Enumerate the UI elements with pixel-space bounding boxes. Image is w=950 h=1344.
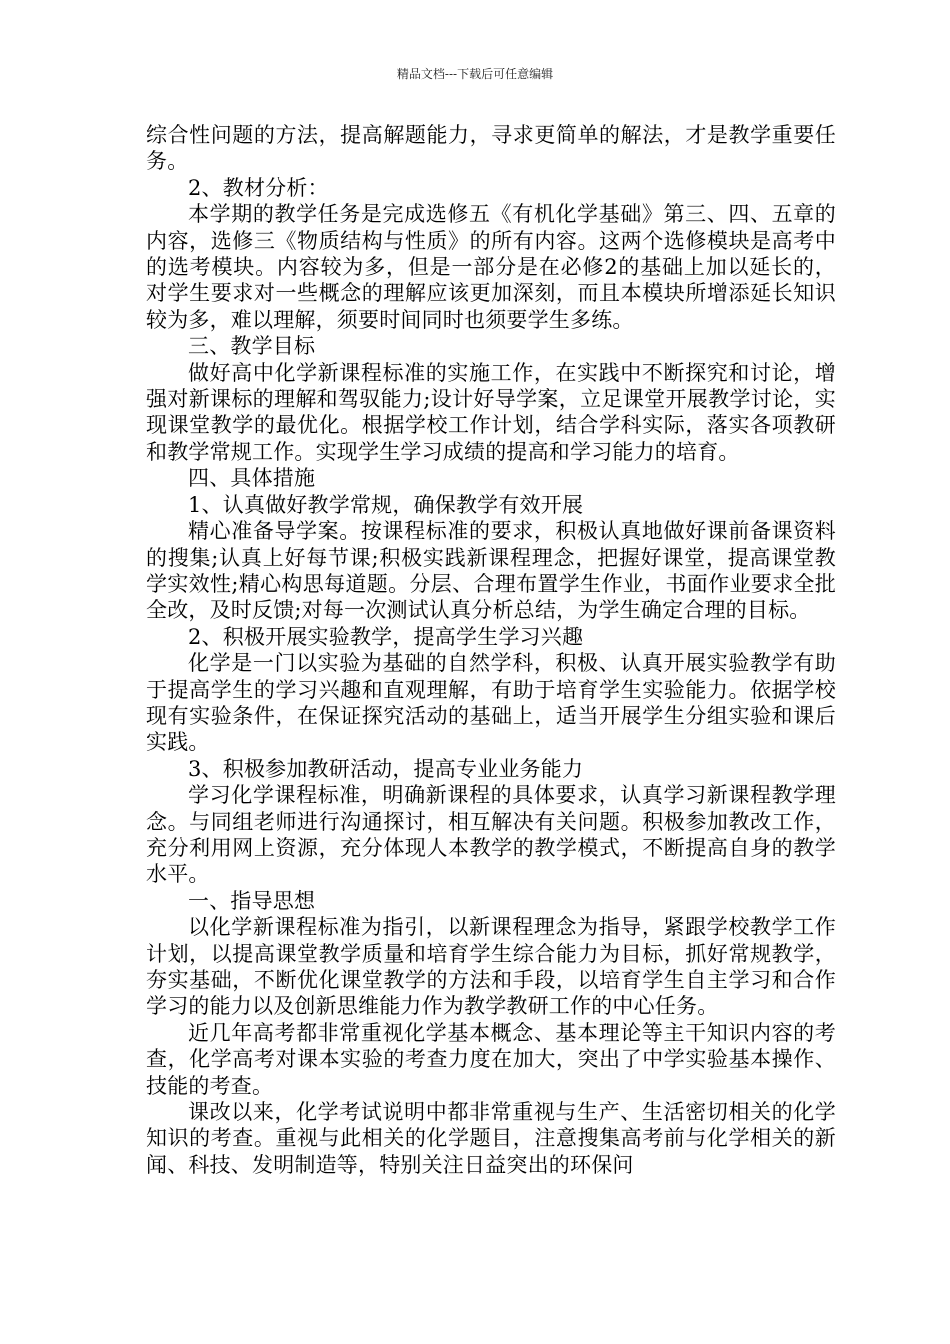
paragraph-research-activities: 学习化学课程标准，明确新课程的具体要求，认真学习新课程教学理念。与同组老师进行沟通探讨，相互解决有关问题。积极参加教改工作，充分利用网上资源，充分体现人本教学的教学模式，不断提高自身的教学水平。 [146, 783, 836, 887]
paragraph-experiment-teaching: 化学是一门以实验为基础的自然学科，积极、认真开展实验教学有助于提高学生的学习兴趣和直观理解，有助于培育学生实验能力。依据学校现有实验条件，在保证探究活动的基础上，适当开展学生分组实验和课后实践。 [146, 651, 836, 755]
document-body [146, 122, 836, 1178]
paragraph-textbook-analysis: 本学期的教学任务是完成选修五《有机化学基础》第三、四、五章的内容，选修三《物质结构与性质》的所有内容。这两个选修模块是高考中的选考模块。内容较为多，但是一部分是在必修2的基础上加以延长的，对学生要求对一些概念的理解应该更加深刻，而且本模块所增添延长知识较为多，难以理解，须要时间同时也须要学生多练。 [146, 202, 836, 332]
heading-textbook-analysis: 2、教材分析： [188, 175, 329, 200]
heading-teaching-goals: 三、教学目标 [188, 334, 316, 359]
paragraph-teaching-goals: 做好高中化学新课程标准的实施工作，在实践中不断探究和讨论，增强对新课标的理解和驾驭能力;设计好导学案，立足课堂开展教学讨论，实现课堂教学的最优化。根据学校工作计划，结合学科实际，落实各项教研和教学常规工作。实现学生学习成绩的提高和学习能力的培育。 [146, 360, 836, 464]
subheading-teaching-routine: 1、认真做好教学常规，确保教学有效开展 [188, 492, 584, 517]
paragraph-curriculum-reform: 课改以来，化学考试说明中都非常重视与生产、生活密切相关的化学知识的考查。重视与此相关的化学题目，注意搜集高考前与化学相关的新闻、科技、发明制造等，特别关注日益突出的环保问 [146, 1100, 836, 1177]
paragraph-1: 综合性问题的方法，提高解题能力，寻求更简单的解法，才是教学重要任务。 [146, 123, 836, 174]
paragraph-guiding-ideology: 以化学新课程标准为指引，以新课程理念为指导，紧跟学校教学工作计划，以提高课堂教学质量和培育学生综合能力为目标，抓好常规教学，夯实基础，不断优化课堂教学的方法和手段，以培育学生自主学习和合作学习的能力以及创新思维能力作为教学教研工作的中心任务。 [146, 915, 836, 1019]
paragraph-teaching-routine: 精心准备导学案。按课程标准的要求，积极认真地做好课前备课资料的搜集;认真上好每节课;积极实践新课程理念，把握好课堂，提高课堂教学实效性;精心构思每道题。分层、合理布置学生作业，书面作业要求全批全改，及时反馈;对每一次测试认真分析总结，为学生确定合理的目标。 [146, 519, 836, 623]
heading-specific-measures: 四、具体措施 [188, 466, 316, 491]
subheading-experiment-teaching: 2、积极开展实验教学，提高学生学习兴趣 [188, 624, 584, 649]
paragraph-exam-trends: 近几年高考都非常重视化学基本概念、基本理论等主干知识内容的考查，化学高考对课本实验的考查力度在加大，突出了中学实验基本操作、技能的考查。 [146, 1020, 836, 1098]
heading-guiding-ideology: 一、指导思想 [188, 888, 316, 913]
page-header: 精品文档---下载后可任意编辑 [396, 67, 554, 81]
subheading-research-activities: 3、积极参加教研活动，提高专业业务能力 [188, 756, 584, 781]
